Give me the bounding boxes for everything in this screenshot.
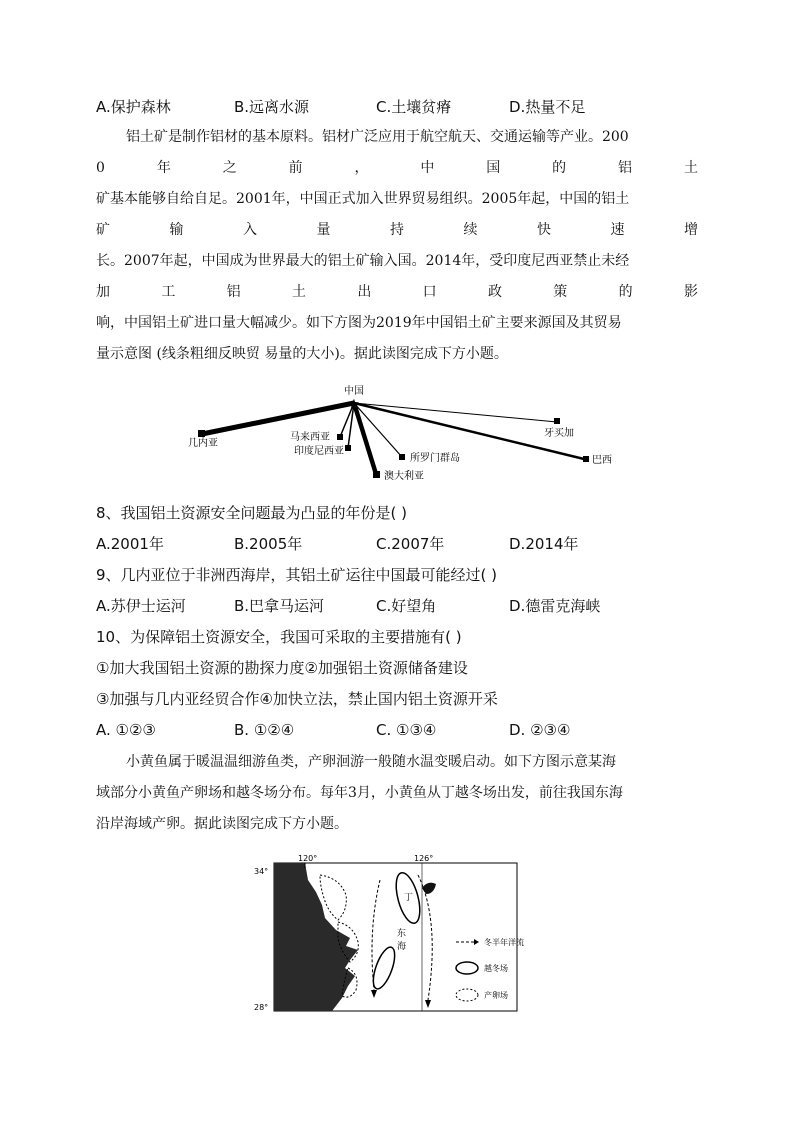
q10-option-a: A. ①②③ <box>96 721 156 739</box>
label-hai: 海 <box>397 942 407 952</box>
q10-options <box>96 719 698 741</box>
q8-options <box>96 533 698 555</box>
q9-stem: 9、几内亚位于非洲西海岸，其铝土矿运往中国最可能经过( ) <box>96 566 498 584</box>
marker-brazil <box>583 456 589 462</box>
passage2-line2: 域部分小黄鱼产卵场和越冬场分布。每年3月，小黄鱼从丁越冬场出发，前往我国东海 <box>96 785 623 801</box>
q10-option-d: D. ②③④ <box>509 721 571 739</box>
lat-label-28: 28° <box>254 1003 269 1012</box>
trade-map-center-star: ★ <box>348 397 360 412</box>
legend-wintering-label: 越冬场 <box>484 964 508 973</box>
yellow-croaker-map <box>250 850 560 1016</box>
q8-option-d: D.2014年 <box>509 535 579 553</box>
q10-statements-1: ①加大我国铝土资源的勘探力度②加强铝土资源储备建设 <box>96 659 468 677</box>
label-indonesia: 印度尼西亚 <box>294 446 344 457</box>
marker-australia <box>373 471 380 478</box>
passage2-line3: 沿岸海域产卵。据此读图完成下方小题。 <box>96 816 348 832</box>
lon-label-126: 126° <box>414 854 434 863</box>
passage1-line2: 0 年 之 前 ， 中 国 的 铝 土 <box>96 160 698 176</box>
marker-indonesia <box>345 445 351 451</box>
label-brazil: 巴西 <box>592 455 612 466</box>
q10-stem: 10、为保障铝土资源安全，我国可采取的主要措施有( ) <box>96 628 462 646</box>
q9-option-d: D.德雷克海峡 <box>509 597 601 615</box>
label-australia: 澳大利亚 <box>384 471 424 480</box>
q9-option-b: B.巴拿马运河 <box>234 597 325 615</box>
q8-stem: 8、我国铝土资源安全问题最为凸显的年份是( ) <box>96 504 408 522</box>
q7-option-a: A.保护森林 <box>96 98 171 116</box>
trade-line-australia <box>354 403 376 474</box>
legend-spawning-label: 产卵场 <box>484 991 508 1000</box>
q9-option-a: A.苏伊士运河 <box>96 597 186 615</box>
q10-statements-2: ③加强与几内亚经贸合作④加快立法，禁止国内铝土资源开采 <box>96 690 498 708</box>
marker-solomon <box>399 454 405 460</box>
q8-option-c: C.2007年 <box>376 535 445 553</box>
lat-label-34: 34° <box>254 867 269 876</box>
q9-option-c: C.好望角 <box>376 597 437 615</box>
trade-line-jamaica <box>354 403 557 422</box>
label-solomon: 所罗门群岛 <box>410 453 460 464</box>
trade-line-guinea <box>202 403 354 434</box>
q10-option-c: C. ①③④ <box>376 721 437 739</box>
lon-label-120: 120° <box>298 854 318 863</box>
passage1-line5: 长。2007年起，中国成为世界最大的铝土矿输入国。2014年，受印度尼西亚禁止未经 <box>96 253 630 269</box>
label-malaysia: 马来西亚 <box>290 432 330 443</box>
passage2-line1: 小黄鱼属于暖温温细游鱼类，产卵洄游一般随水温变暖启动。如下方图示意某海 <box>126 754 616 770</box>
passage1-line7: 响，中国铝土矿进口量大幅减少。如下方图为2019年中国铝土矿主要来源国及其贸易 <box>96 315 622 331</box>
q7-option-d: D.热量不足 <box>509 98 586 116</box>
passage1-line8: 量示意图 (线条粗细反映贸 易量的大小)。据此读图完成下方小题。 <box>96 346 508 362</box>
q8-option-b: B.2005年 <box>234 535 303 553</box>
passage1-line4: 矿 输 入 量 持 续 快 速 增 <box>96 222 698 238</box>
marker-malaysia <box>337 434 343 440</box>
label-china: 中国 <box>344 386 364 397</box>
legend-current-label: 冬半年洋流 <box>484 938 524 947</box>
passage1-line3: 矿基本能够自给自足。2001年，中国正式加入世界贸易组织。2005年起，中国的铝土 <box>96 191 630 207</box>
label-ding: 丁 <box>404 893 414 903</box>
bauxite-trade-map <box>180 380 620 480</box>
marker-jamaica <box>554 418 560 424</box>
q7-option-b: B.远离水源 <box>234 98 310 116</box>
label-jamaica: 牙买加 <box>544 428 574 439</box>
label-dong: 东 <box>397 929 407 939</box>
q7-options <box>96 96 698 118</box>
q8-option-a: A.2001年 <box>96 535 164 553</box>
marker-guinea <box>198 430 205 437</box>
q7-option-c: C.土壤贫瘠 <box>376 98 452 116</box>
q9-options <box>96 595 698 617</box>
q10-option-b: B. ①②④ <box>234 721 295 739</box>
label-guinea: 几内亚 <box>188 438 218 449</box>
passage1-line6: 加 工 铝 土 出 口 政 策 的 影 <box>96 284 698 300</box>
passage1-line1: 铝土矿是制作铝材的基本原料。铝材广泛应用于航空航天、交通运输等产业。200 <box>126 129 629 145</box>
